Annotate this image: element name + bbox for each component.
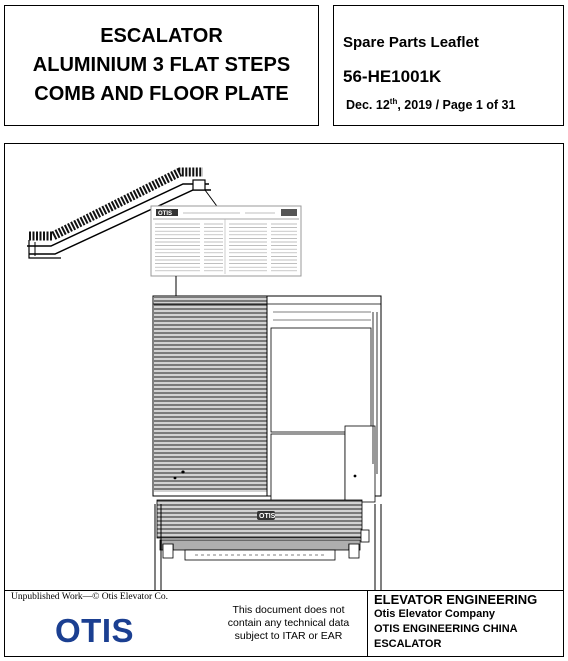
engineering-info (367, 591, 563, 656)
product-name: ESCALATOR (374, 638, 442, 650)
document-title-box (4, 5, 319, 126)
comb-plate (157, 500, 362, 560)
itar-notice (210, 591, 367, 656)
drawing-frame (4, 143, 564, 591)
leaflet-info-box (333, 5, 564, 126)
otis-logo: OTIS (55, 612, 135, 649)
title-line-2: ALUMINIUM 3 FLAT STEPS (32, 54, 291, 76)
date-rest: , 2019 / Page 1 of 31 (397, 98, 516, 113)
date-prefix: Dec. 12 (346, 98, 390, 113)
floor-plate-assembly (153, 296, 381, 502)
plate-logo-text: OTIS (259, 513, 276, 520)
leaflet-heading: Spare Parts Leaflet (343, 34, 479, 51)
title-line-3: COMB AND FLOOR PLATE (34, 83, 289, 105)
itar-line-1: This document does not (232, 604, 345, 616)
footer (4, 590, 564, 657)
copyright-notice: Unpublished Work—© Otis Elevator Co. (11, 592, 168, 602)
document-number: 56-HE1001K (343, 67, 442, 86)
technical-drawing (5, 144, 563, 590)
engineering-china: OTIS ENGINEERING CHINA (374, 623, 518, 635)
engineering-title: ELEVATOR ENGINEERING (374, 592, 538, 607)
itar-line-2: contain any technical data (227, 617, 350, 629)
company-name: Otis Elevator Company (374, 608, 496, 620)
footer-left-cell (5, 591, 210, 656)
date-page-line (346, 97, 515, 112)
parts-list-sheet (151, 206, 301, 276)
title-line-1: ESCALATOR (100, 25, 223, 47)
date-suffix: th (389, 97, 398, 106)
itar-line-3: subject to ITAR or EAR (234, 630, 343, 642)
sheet-logo-text: OTIS (158, 211, 173, 217)
